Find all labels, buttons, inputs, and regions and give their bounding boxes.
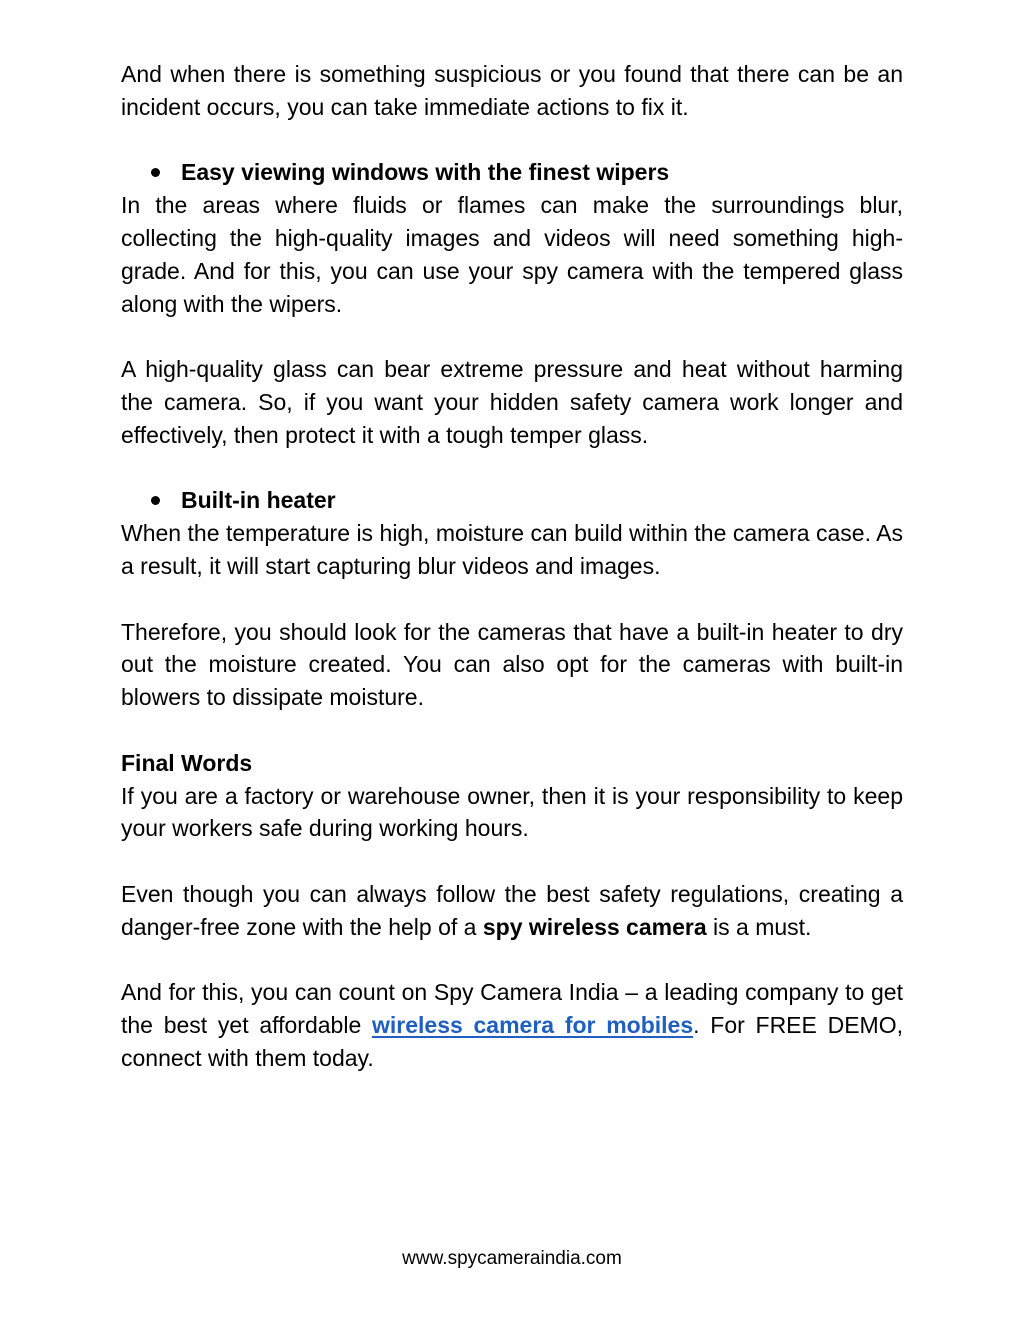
final-paragraph-2	[121, 878, 903, 944]
text-segment: is a must.	[706, 913, 812, 940]
text-segment: . For FREE DEMO, connect with them today.	[121, 1012, 903, 1071]
document-body	[121, 58, 903, 1075]
bullet-label: Built-in heater	[181, 487, 336, 514]
intro-paragraph: And when there is something suspicious or you found that there can be an incident occurs, you can take immediate actions to fix it.	[121, 61, 903, 120]
wireless-camera-for-mobiles-link[interactable]: wireless camera for mobiles	[371, 1012, 694, 1039]
heater-paragraph-1: When the temperature is high, moisture can build within the camera case. As a result, it will start capturing blur videos and images.	[121, 520, 903, 579]
footer-website: www.spycameraindia.com	[402, 1248, 622, 1269]
wipers-paragraph-2: A high-quality glass can bear extreme pressure and heat without harming the camera. So, if you want your hidden safety camera work longer and effectively, then protect it with a tough temper glass.	[121, 356, 903, 448]
text-segment: Even though you can always follow the best safety regulations, creating a danger-free zone with the help of a	[121, 880, 903, 940]
bullet-easy-viewing-windows	[121, 156, 903, 189]
heater-paragraph-2: Therefore, you should look for the cameras that have a built-in heater to dry out the moisture created. You can also opt for the cameras with built-in blowers to dissipate moisture.	[121, 618, 903, 711]
bullet-built-in-heater	[121, 484, 903, 517]
text-segment: And for this, you can count on Spy Camera India – a leading company to get the best yet affordable	[121, 979, 903, 1039]
final-paragraph-1: If you are a factory or warehouse owner, then it is your responsibility to keep your workers safe during working hours.	[121, 782, 903, 842]
wipers-paragraph-1: In the areas where fluids or flames can make the surroundings blur, collecting the high-quality images and videos will need something high-grade. And for this, you can use your spy camera with the tempered glass along with the wipers.	[121, 192, 903, 317]
final-words-heading: Final Words	[121, 749, 253, 776]
bullet-dot-icon	[151, 168, 160, 177]
bullet-label: Easy viewing windows with the finest wipers	[181, 159, 670, 186]
bullet-dot-icon	[151, 496, 160, 505]
spy-wireless-camera-bold: spy wireless camera	[482, 913, 707, 940]
final-paragraph-3	[121, 976, 903, 1074]
